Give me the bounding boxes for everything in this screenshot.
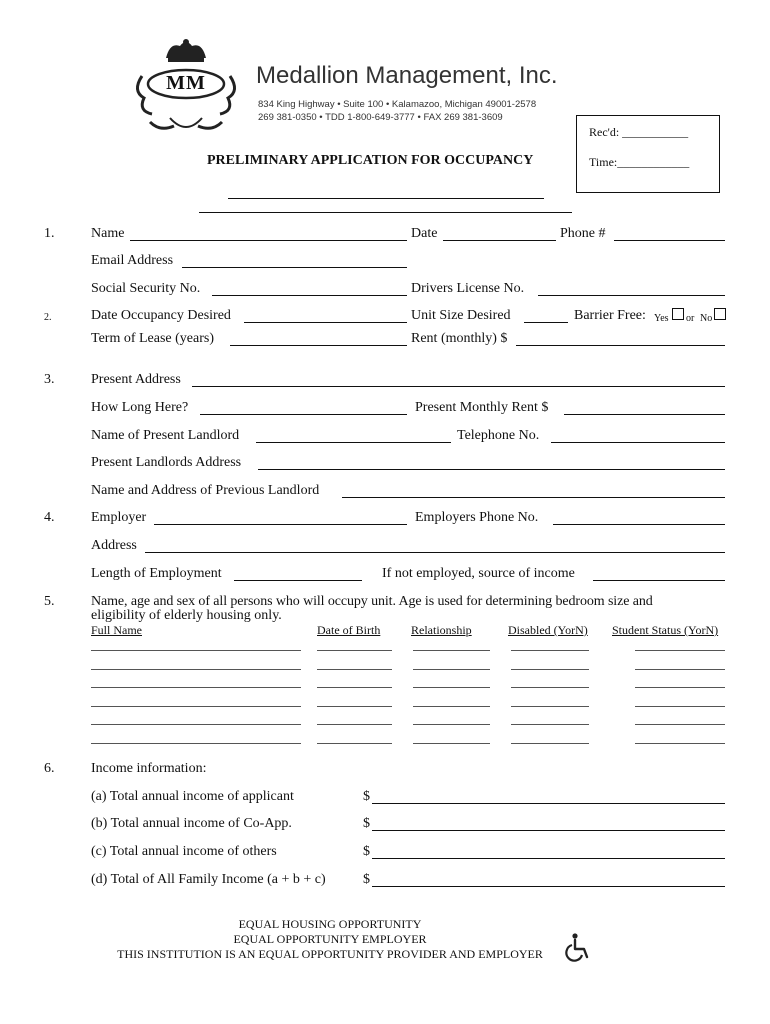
income-total-dollar: $	[363, 872, 370, 887]
rent-field[interactable]	[516, 345, 725, 346]
occupant-row-3-student-status-field[interactable]	[635, 687, 725, 688]
barrier-yes-checkbox[interactable]	[672, 308, 684, 320]
footer-institution: THIS INSTITUTION IS AN EQUAL OPPORTUNITY PROVIDER AND EMPLOYER	[117, 947, 543, 961]
occupant-row-2-relationship-field[interactable]	[413, 669, 490, 670]
company-address: 834 King Highway • Suite 100 • Kalamazoo, Michigan 49001-2578	[258, 99, 537, 110]
barrier-no-label: No	[700, 313, 713, 324]
occupants-instructions-2: eligibility of elderly housing only.	[91, 608, 282, 623]
present-address-label: Present Address	[91, 372, 181, 387]
prev-landlord-label: Name and Address of Previous Landlord	[91, 483, 320, 498]
occupant-row-1-date-of-birth-field[interactable]	[317, 650, 392, 651]
ssn-label: Social Security No.	[91, 281, 201, 296]
phone-field[interactable]	[614, 240, 725, 241]
occupant-row-3-full-name-field[interactable]	[91, 687, 301, 688]
landlord-label: Name of Present Landlord	[91, 428, 240, 443]
income-applicant-label: (a) Total annual income of applicant	[91, 789, 294, 804]
employer-field[interactable]	[154, 524, 407, 525]
income-applicant-dollar: $	[363, 789, 370, 804]
occupant-row-4-student-status-field[interactable]	[635, 706, 725, 707]
occupant-row-3-relationship-field[interactable]	[413, 687, 490, 688]
income-coapp-field[interactable]	[372, 830, 725, 831]
footer-equal-housing: EQUAL HOUSING OPPORTUNITY	[238, 917, 422, 931]
occupant-row-4-disabled-field[interactable]	[511, 706, 589, 707]
date-desired-field[interactable]	[244, 322, 407, 323]
landlord-field[interactable]	[256, 442, 451, 443]
employment-length-field[interactable]	[234, 580, 362, 581]
occupant-row-5-relationship-field[interactable]	[413, 724, 490, 725]
footer-equal-employer: EQUAL OPPORTUNITY EMPLOYER	[233, 932, 427, 946]
unit-size-label: Unit Size Desired	[411, 308, 511, 323]
telephone-label: Telephone No.	[457, 428, 540, 443]
date-field[interactable]	[443, 240, 556, 241]
rent-label: Rent (monthly) $	[411, 331, 508, 346]
employer-label: Employer	[91, 510, 147, 525]
medallion-crest-logo	[130, 36, 242, 136]
col-disabled: Disabled (YorN)	[508, 623, 588, 637]
income-others-label: (c) Total annual income of others	[91, 844, 277, 859]
barrier-or-label: or	[686, 313, 695, 324]
income-heading: Income information:	[91, 761, 207, 776]
time-field[interactable]: Time:____________	[589, 155, 690, 169]
employment-length-label: Length of Employment	[91, 566, 222, 581]
office-use-box	[576, 115, 720, 193]
form-title: PRELIMINARY APPLICATION FOR OCCUPANCY	[207, 153, 534, 168]
income-applicant-field[interactable]	[372, 803, 725, 804]
occupant-row-2-student-status-field[interactable]	[635, 669, 725, 670]
how-long-label: How Long Here?	[91, 400, 189, 415]
occupant-row-4-full-name-field[interactable]	[91, 706, 301, 707]
employer-phone-label: Employers Phone No.	[415, 510, 539, 525]
section-5-number: 5.	[44, 594, 55, 609]
occupant-row-5-full-name-field[interactable]	[91, 724, 301, 725]
occupant-row-5-student-status-field[interactable]	[635, 724, 725, 725]
occupant-row-6-student-status-field[interactable]	[635, 743, 725, 744]
logo-monogram: MM	[166, 72, 206, 94]
title-underline-2	[199, 212, 572, 213]
telephone-field[interactable]	[551, 442, 725, 443]
occupant-row-6-relationship-field[interactable]	[413, 743, 490, 744]
occupant-row-1-relationship-field[interactable]	[413, 650, 490, 651]
occupant-row-2-date-of-birth-field[interactable]	[317, 669, 392, 670]
name-label: Name	[91, 226, 125, 241]
section-4-number: 4.	[44, 510, 55, 525]
not-employed-field[interactable]	[593, 580, 725, 581]
present-rent-label: Present Monthly Rent $	[415, 400, 549, 415]
col-relationship: Relationship	[411, 623, 472, 637]
col-full-name: Full Name	[91, 623, 142, 637]
section-1-number: 1.	[44, 226, 55, 241]
occupant-row-2-disabled-field[interactable]	[511, 669, 589, 670]
col-student-status: Student Status (YorN)	[612, 623, 719, 637]
not-employed-label: If not employed, source of income	[382, 566, 575, 581]
income-coapp-dollar: $	[363, 816, 370, 831]
barrier-yes-label: Yes	[654, 313, 669, 324]
term-label: Term of Lease (years)	[91, 331, 215, 346]
col-date-of-birth: Date of Birth	[317, 623, 381, 637]
barrier-no-checkbox[interactable]	[714, 308, 726, 320]
barrier-free-label: Barrier Free:	[574, 308, 646, 323]
occupant-row-5-disabled-field[interactable]	[511, 724, 589, 725]
income-others-dollar: $	[363, 844, 370, 859]
section-3-number: 3.	[44, 372, 55, 387]
company-phones: 269 381-0350 • TDD 1-800-649-3777 • FAX 269 381-3609	[258, 112, 503, 123]
license-label: Drivers License No.	[411, 281, 525, 296]
occupant-row-1-disabled-field[interactable]	[511, 650, 589, 651]
license-field[interactable]	[538, 295, 725, 296]
occupant-row-2-full-name-field[interactable]	[91, 669, 301, 670]
present-address-field[interactable]	[192, 386, 725, 387]
section-2-number: 2.	[44, 312, 52, 323]
occupant-row-6-full-name-field[interactable]	[91, 743, 301, 744]
ssn-field[interactable]	[212, 295, 407, 296]
how-long-field[interactable]	[200, 414, 407, 415]
prev-landlord-field[interactable]	[342, 497, 725, 498]
income-coapp-label: (b) Total annual income of Co-App.	[91, 816, 292, 831]
received-field[interactable]: Rec'd: ___________	[589, 125, 689, 139]
phone-label: Phone #	[560, 226, 606, 241]
income-total-field[interactable]	[372, 886, 725, 887]
occupant-row-6-date-of-birth-field[interactable]	[317, 743, 392, 744]
unit-size-field[interactable]	[524, 322, 568, 323]
occupant-row-5-date-of-birth-field[interactable]	[317, 724, 392, 725]
date-desired-label: Date Occupancy Desired	[91, 308, 231, 323]
employer-phone-field[interactable]	[553, 524, 725, 525]
occupant-row-1-student-status-field[interactable]	[635, 650, 725, 651]
name-field[interactable]	[130, 240, 407, 241]
occupant-row-4-relationship-field[interactable]	[413, 706, 490, 707]
landlord-address-label: Present Landlords Address	[91, 455, 242, 470]
wheelchair-icon	[564, 932, 594, 962]
occupant-row-3-date-of-birth-field[interactable]	[317, 687, 392, 688]
email-label: Email Address	[91, 253, 174, 268]
landlord-address-field[interactable]	[258, 469, 725, 470]
footer	[60, 917, 600, 962]
occupant-row-3-disabled-field[interactable]	[511, 687, 589, 688]
income-total-label: (d) Total of All Family Income (a + b + c)	[91, 872, 326, 887]
employer-address-label: Address	[91, 538, 137, 553]
occupants-instructions-1: Name, age and sex of all persons who will occupy unit. Age is used for determining bedroom size and	[91, 594, 653, 609]
section-6-number: 6.	[44, 761, 55, 776]
occupant-row-4-date-of-birth-field[interactable]	[317, 706, 392, 707]
company-name: Medallion Management, Inc.	[256, 62, 558, 89]
email-field[interactable]	[182, 267, 407, 268]
occupant-row-1-full-name-field[interactable]	[91, 650, 301, 651]
occupant-row-6-disabled-field[interactable]	[511, 743, 589, 744]
present-rent-field[interactable]	[564, 414, 725, 415]
term-field[interactable]	[230, 345, 407, 346]
employer-address-field[interactable]	[145, 552, 725, 553]
title-underline-1	[228, 198, 544, 199]
income-others-field[interactable]	[372, 858, 725, 859]
date-label: Date	[411, 226, 438, 241]
